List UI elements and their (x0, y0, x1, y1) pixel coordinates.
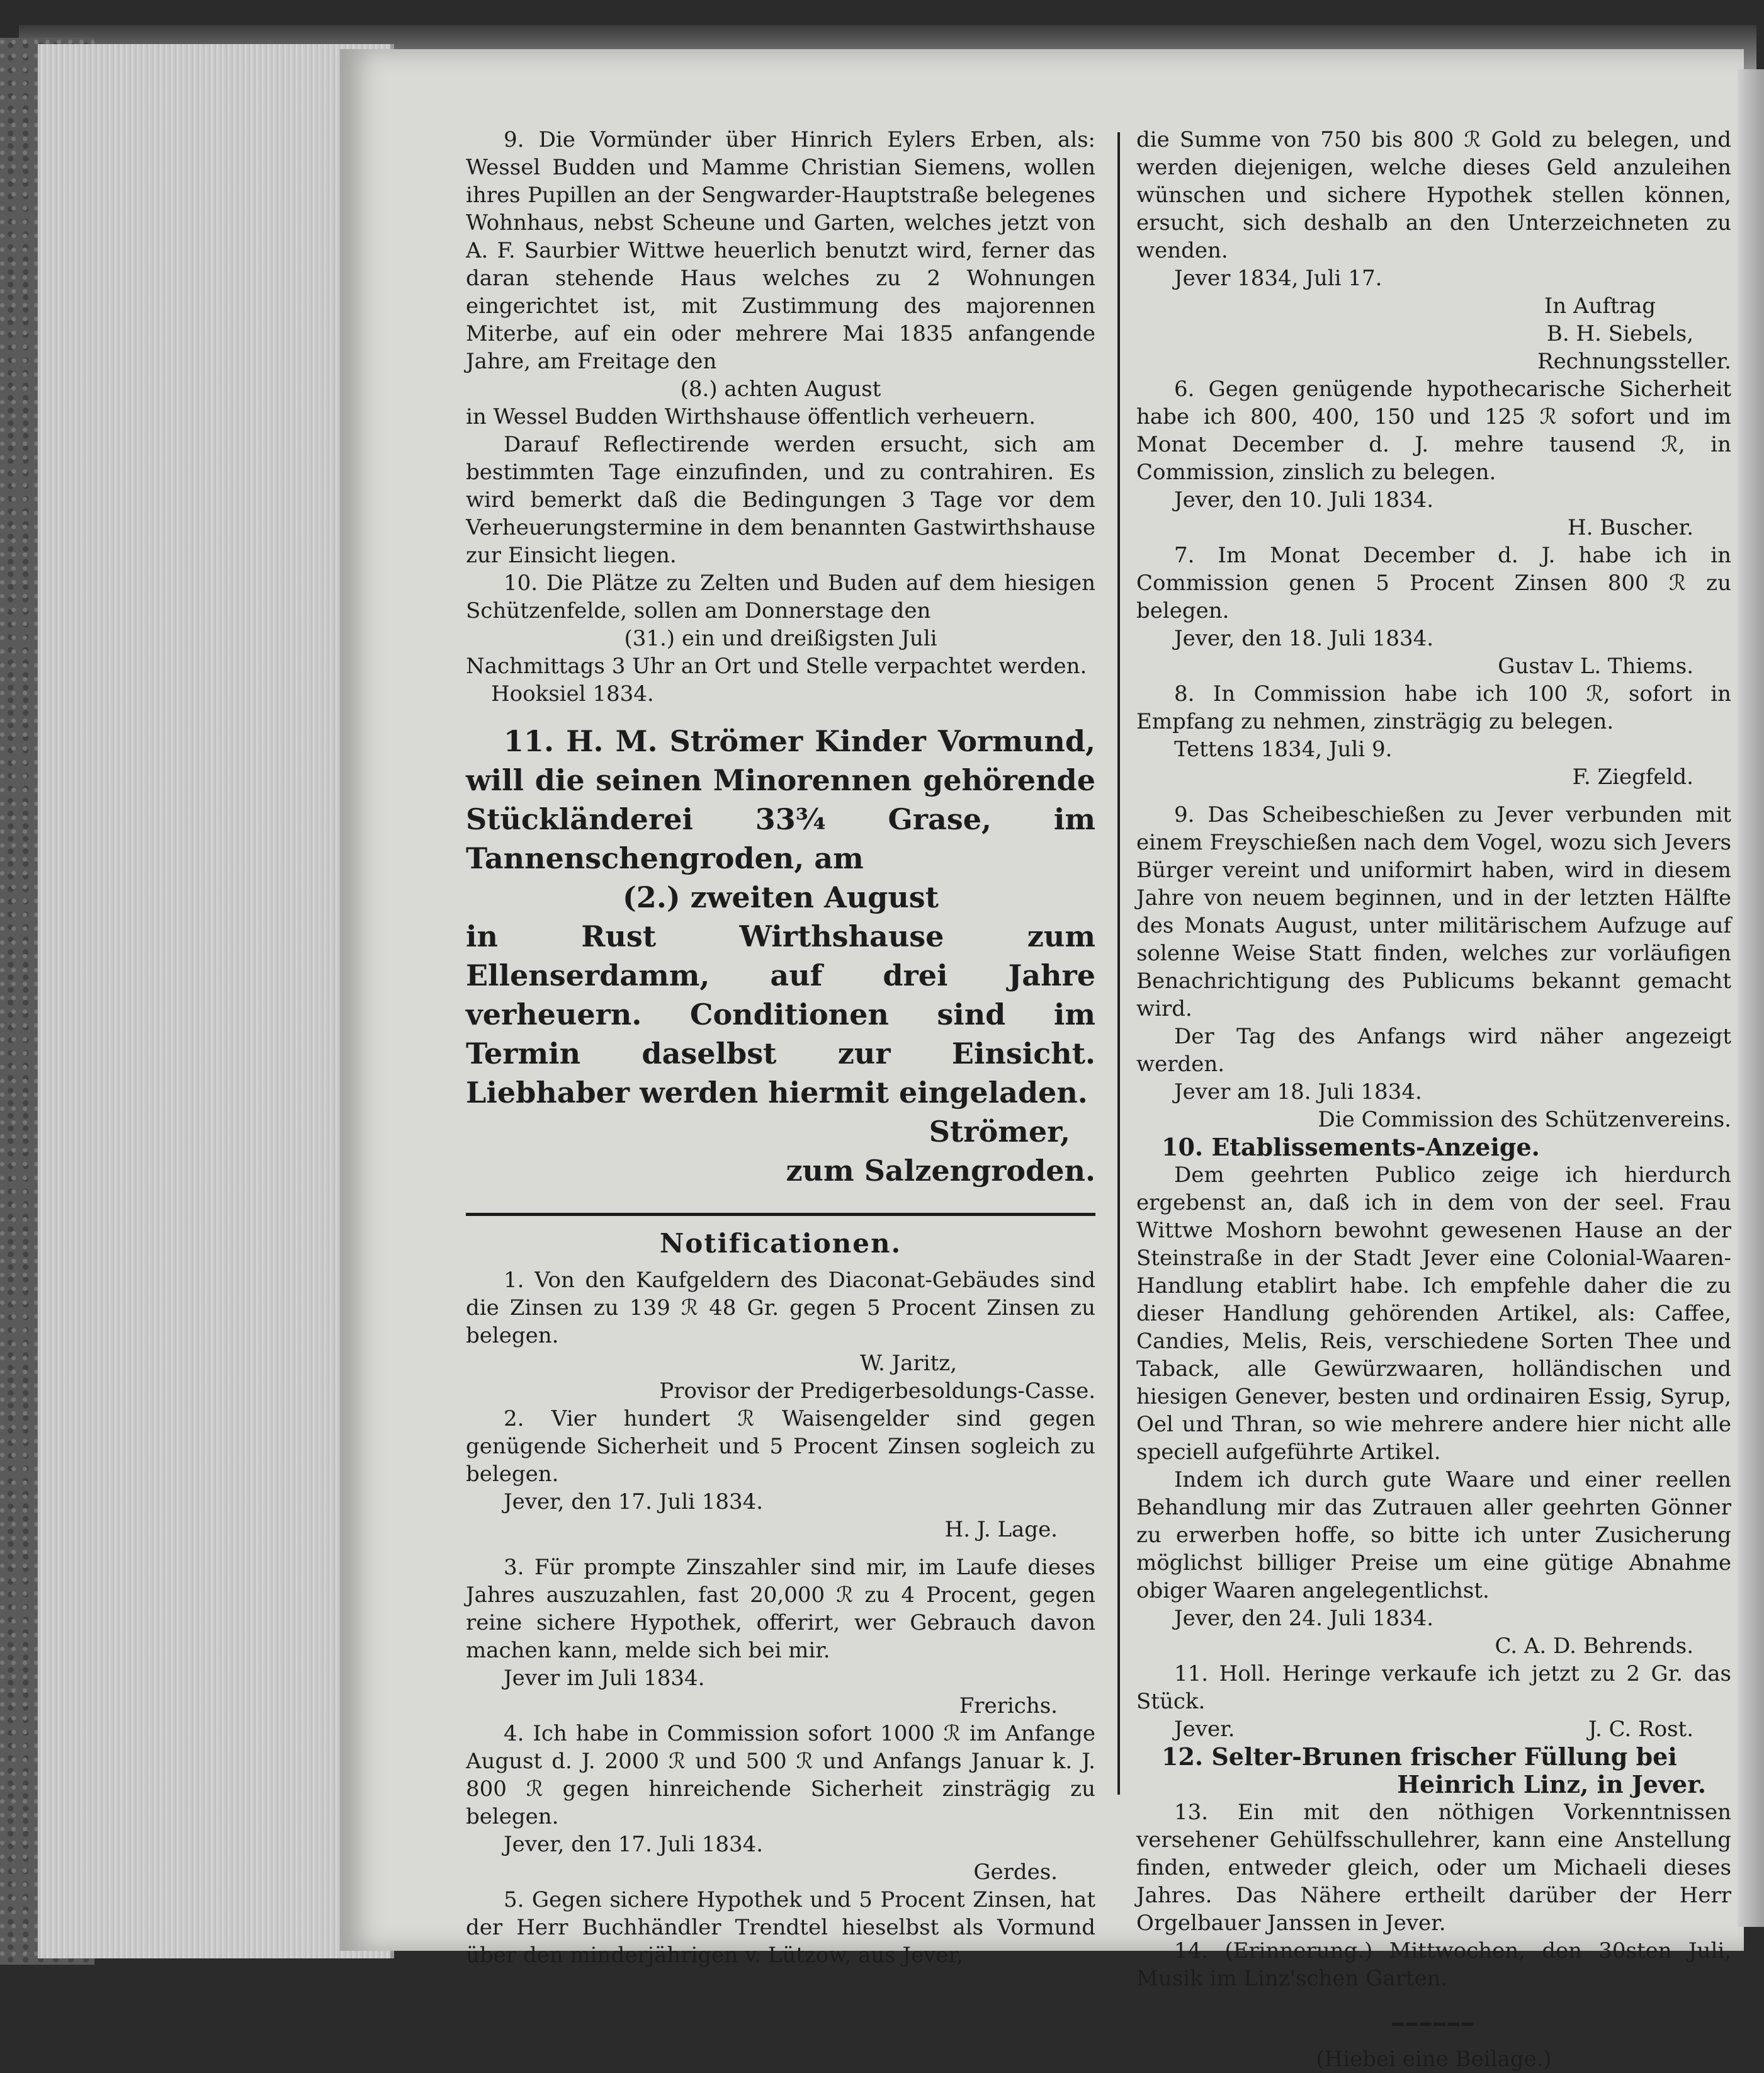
left-column (466, 126, 1095, 1969)
notif5-text: 5. Gegen sichere Hypothek und 5 Procent Zinsen, hat der Herr Buchhändler Trendtel hieselbst als Vormund über den minderjährigen v. Lützow, aus Jever, (466, 1887, 1095, 1968)
notif9-note: Der Tag des Anfangs wird näher angezeigt werden. (1136, 1024, 1731, 1077)
item9-note: Darauf Reflectirende werden ersucht, sich am bestimmten Tage einzufinden, und zu contrahiren. Es wird bemerkt daß die Bedingungen 3 Tage vor dem Verheuerungstermine in dem benannten Gastwirthshause zur Einsicht liegen. (466, 432, 1095, 568)
notif1-title: Provisor der Predigerbesoldungs-Casse. (659, 1378, 1095, 1404)
notif7-text: 7. Im Monat December d. J. habe ich in Commission genen 5 Procent Zinsen 800 ℛ zu belegen. (1136, 543, 1731, 623)
notif10-text: Dem geehrten Publico zeige ich hierdurch ergebenst an, daß ich in dem von der seel. Frau Wittwe Moshorn bewohnt gewesenen Hause an der Steinstraße in der Stadt Jever eine Colonial-Waaren-Handlung etablirt habe. Ich empfehle daher die zu dieser Handlung gehörenden Artikel, als: Caffee, Candies, Melis, Reis, verschiedene Sorten Thee und Taback, alle Gewürzwaaren, holländischen und hiesigen Genever, besten und ordinairen Essig, Syrup, Oel und Thran, so wie mehrere andere hier nicht alle speciell aufgeführte Artikel. (1136, 1162, 1731, 1465)
notif3-text: 3. Für prompte Zinszahler sind mir, im Laufe dieses Jahres auszuzahlen, fast 20,000 ℛ zu 4 Procent, gegen reine sichere Hypothek, offerirt, wer Gebrauch davon machen kann, melde sich bei mir. (466, 1555, 1095, 1663)
notif11-signature: J. C. Rost. (1588, 1717, 1693, 1742)
item9-date: (8.) achten August (680, 377, 881, 402)
notif5-title: Rechnungssteller. (1537, 349, 1731, 374)
notif8-text: 8. In Commission habe ich 100 ℛ, sofort in Empfang zu nehmen, zinsträgig zu belegen. (1136, 681, 1731, 734)
notif8-signature: F. Ziegfeld. (1572, 764, 1693, 790)
notif6-date: Jever, den 10. Juli 1834. (1174, 487, 1434, 513)
notif2-text: 2. Vier hundert ℛ Waisengelder sind gegen genügende Sicherheit und 5 Procent Zinsen sogleich zu belegen. (466, 1406, 1095, 1487)
item9-location: in Wessel Budden Wirthshause öffentlich verheuern. (466, 404, 1036, 429)
notif10-date: Jever, den 24. Juli 1834. (1174, 1606, 1434, 1631)
notif9-signature: Die Commission des Schützenvereins. (1318, 1107, 1731, 1132)
notif5-date: Jever 1834, Juli 17. (1174, 266, 1382, 291)
notif3-signature: Frerichs. (959, 1693, 1058, 1718)
notif9-text: 9. Das Scheibeschießen zu Jever verbunden mit einem Freyschießen nach dem Vogel, wozu sich Jevers Bürger vereint und uniformirt haben, wird in diesem Jahre von neuem beginnen, und in der letzten Hälfte des Monats August, unter militärischem Aufzuge auf solenne Weise Statt finden, welches zur vorläufigen Benachrichtigung des Publicums bekannt gemacht wird. (1136, 802, 1731, 1021)
item11-signature-place: zum Salzengroden. (786, 1154, 1095, 1188)
notif4-date: Jever, den 17. Juli 1834. (504, 1832, 764, 1857)
notif7-date: Jever, den 18. Juli 1834. (1174, 626, 1434, 651)
item11-date: (2.) zweiten August (623, 880, 939, 914)
notif10-heading: 10. Etablissements-Anzeige. (1162, 1133, 1540, 1161)
item9-text: 9. Die Vormünder über Hinrich Eylers Erben, als: Wessel Budden und Mamme Christian Siemens, wollen ihres Pupillen an der Sengwarder-Hauptstraße belegenes Wohnhaus, nebst Scheune und Garten, welches jetzt von A. F. Saurbier Wittwe heuerlich benutzt wird, ferner das daran stehende Haus welches zu 2 Wohnungen eingerichtet ist, mit Zustimmung des majorennen Miterbe, auf ein oder mehrere Mai 1835 anfangende Jahre, am Freitage den (466, 127, 1095, 374)
notif4-text: 4. Ich habe in Commission sofort 1000 ℛ im Anfange August d. J. 2000 ℛ und 500 ℛ und Anfangs Januar k. J. 800 ℛ gegen hinreichende Sicherheit zinsträgig zu belegen. (466, 1721, 1095, 1829)
notif13-text: 13. Ein mit den nöthigen Vorkenntnissen versehener Gehülfsschullehrer, kann eine Anstellung finden, entweder gleich, oder um Michaeli dieses Jahres. Das Nähere ertheilt darüber der Herr Orgelbauer Janssen in Jever. (1136, 1800, 1731, 1936)
notif10-text-2: Indem ich durch gute Waare und einer reellen Behandlung mir das Zutrauen aller geehrten Gönner zu erwerben hoffe, so bitte ich unter Zusicherung möglichst billiger Preise um eine gütige Abnahme obiger Waaren angelegentlichst. (1136, 1467, 1731, 1603)
notif12-signature: Heinrich Linz, in Jever. (1397, 1770, 1706, 1798)
notificationen-heading: Notificationen. (659, 1228, 902, 1259)
item10-text: 10. Die Plätze zu Zelten und Buden auf dem hiesigen Schützenfelde, sollen am Donnerstage den (466, 571, 1095, 623)
item11-text: 11. H. M. Strömer Kinder Vormund, will die seinen Minorennen gehörende Stückländerei 33¾ Grase, im Tannenschengroden, am (466, 724, 1095, 875)
notif5-continued: die Summe von 750 bis 800 ℛ Gold zu belegen, und werden diejenigen, welche dieses Geld anzuleihen wünschen und sichere Hypothek stellen können, ersucht, sich deshalb an den Unterzeichneten zu wenden. (1136, 127, 1731, 263)
notif5-signature: B. H. Siebels, (1546, 321, 1693, 346)
item10-time: Nachmittags 3 Uhr an Ort und Stelle verpachtet werden. (466, 654, 1087, 679)
right-column (1136, 126, 1731, 2073)
item11-signature: Strömer, (929, 1115, 1070, 1149)
notif14-text: 14. (Erinnerung.) Mittwochen, den 30sten Juli, Musik im Linz'schen Garten. (1136, 1938, 1731, 1991)
notif11-place: Jever. (1174, 1717, 1235, 1742)
notif7-signature: Gustav L. Thiems. (1498, 654, 1693, 679)
notif10-signature: C. A. D. Behrends. (1495, 1633, 1693, 1659)
page-right-edge (1738, 69, 1764, 1927)
notif2-signature: H. J. Lage. (944, 1517, 1058, 1542)
notif2-date: Jever, den 17. Juli 1834. (504, 1489, 764, 1514)
notif3-date: Jever im Juli 1834. (504, 1666, 705, 1691)
section-rule (466, 1213, 1095, 1216)
notif9-date: Jever am 18. Juli 1834. (1174, 1079, 1422, 1105)
column-divider (1117, 132, 1120, 1795)
notif6-text: 6. Gegen genügende hypothecarische Sicherheit habe ich 800, 400, 150 und 125 ℛ sofort und im Monat December d. J. mehre tausend ℛ, in Commission, zinslich zu belegen. (1136, 377, 1731, 485)
notif4-signature: Gerdes. (973, 1860, 1058, 1885)
notif1-signature: W. Jaritz, (859, 1351, 957, 1376)
notif6-signature: H. Buscher. (1568, 515, 1693, 540)
notif12-text: 12. Selter-Brunen frischer Füllung bei (1162, 1742, 1677, 1771)
item11-location: in Rust Wirthshause zum Ellenserdamm, auf drei Jahre verheuern. Conditionen sind im Termin daselbst zur Einsicht. Liebhaber werden hiermit eingeladen. (466, 919, 1095, 1110)
supplement-note: (Hiebei eine Beilage.) (1316, 2047, 1552, 2072)
item10-place: Hooksiel 1834. (491, 681, 654, 707)
notif1-text: 1. Von den Kaufgeldern des Diaconat-Gebäudes sind die Zinsen zu 139 ℛ 48 Gr. gegen 5 Procent Zinsen zu belegen. (466, 1268, 1095, 1348)
notif8-date: Tettens 1834, Juli 9. (1174, 737, 1393, 762)
flourish-divider: ━━━━━━ (1392, 2014, 1476, 2036)
notif11-text: 11. Holl. Heringe verkaufe ich jetzt zu 2 Gr. das Stück. (1136, 1661, 1731, 1714)
notif5-on-behalf: In Auftrag (1544, 293, 1656, 319)
item10-date: (31.) ein und dreißigsten Juli (624, 626, 937, 651)
